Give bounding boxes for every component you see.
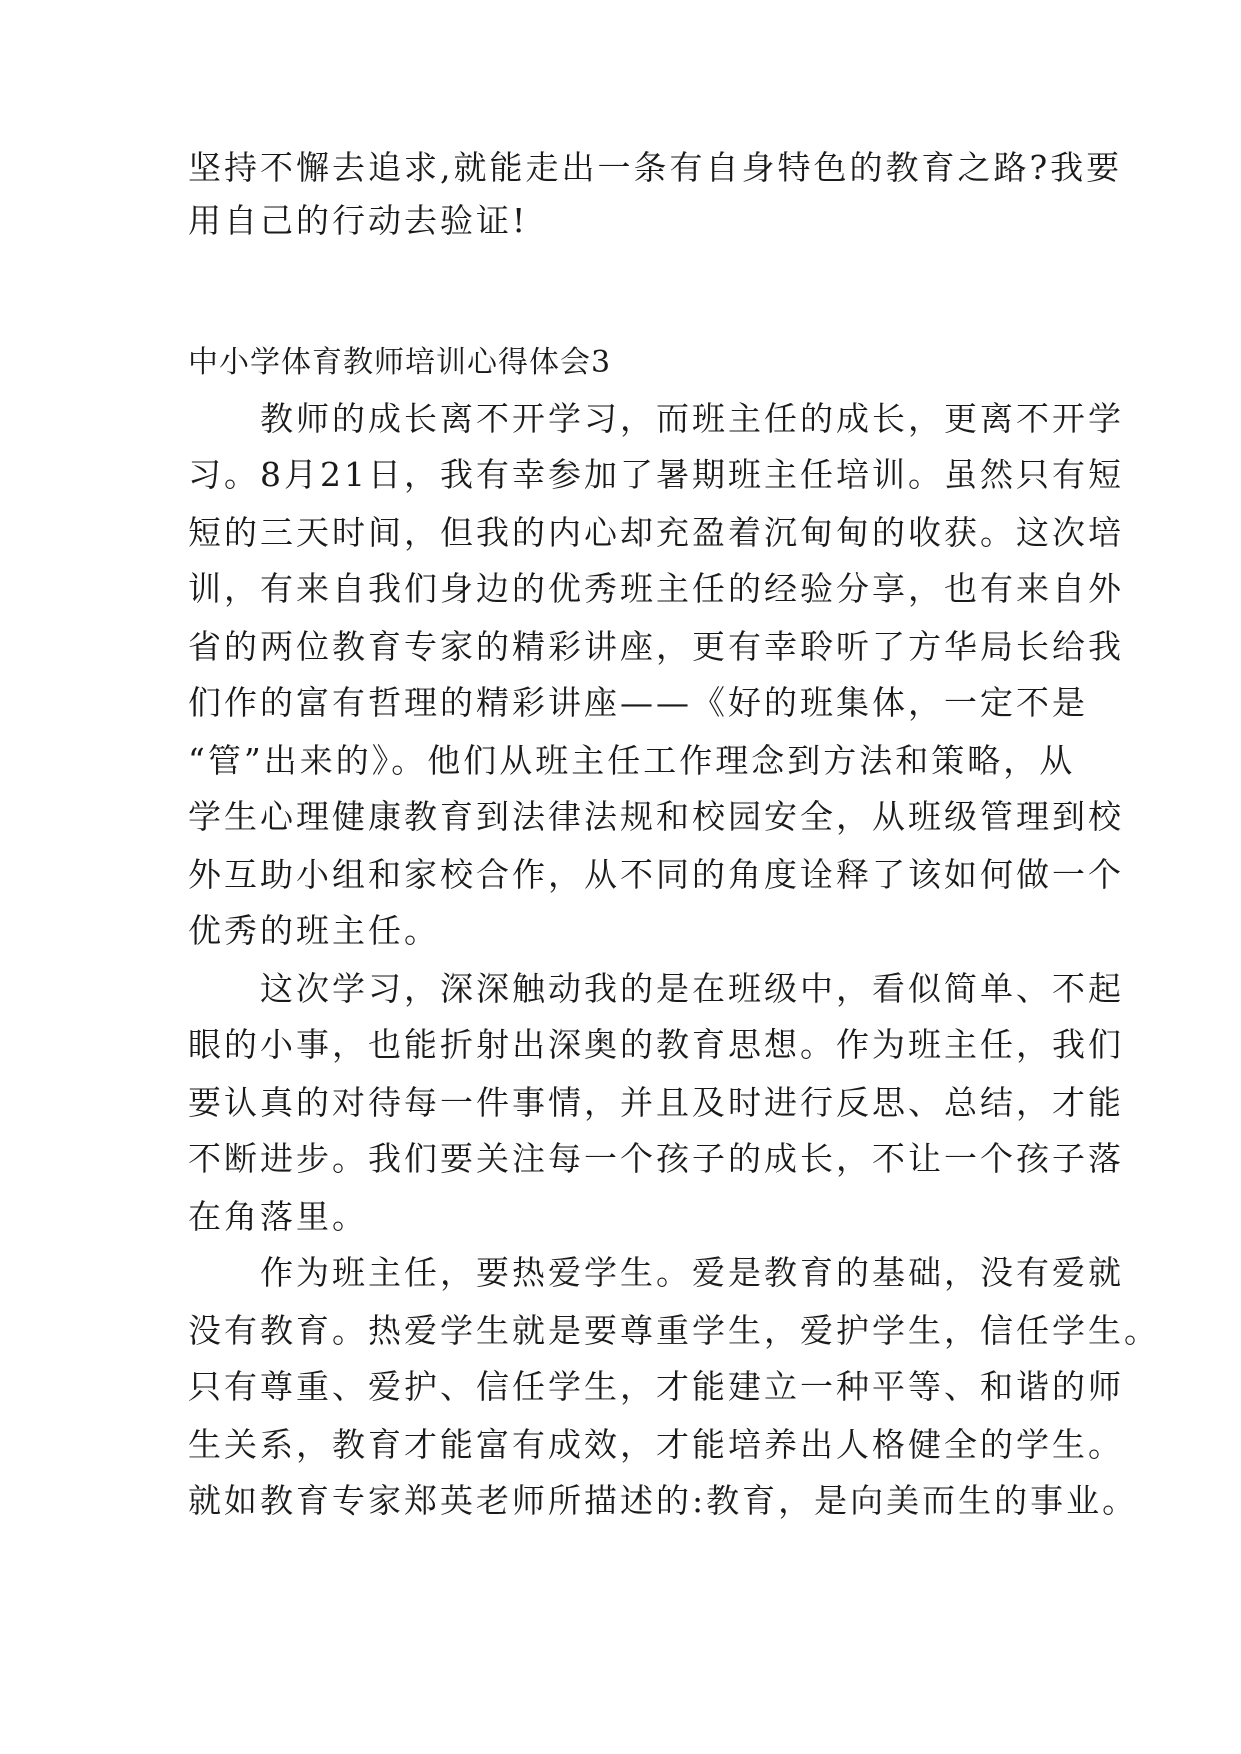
text-line: 作为班主任，要热爱学生。爱是教育的基础，没有爱就 [188,1253,1124,1292]
text-line: 就如教育专家郑英老师所描述的:教育，是向美而生的事业。 [188,1481,1139,1520]
text-line: 学生心理健康教育到法律法规和校园安全，从班级管理到校 [188,797,1124,836]
text-line: 只有尊重、爱护、信任学生，才能建立一种平等、和谐的师 [188,1367,1124,1406]
text-line: 坚持不懈去追求,就能走出一条有自身特色的教育之路?我要 [188,148,1123,187]
text-line: 要认真的对待每一件事情，并且及时进行反思、总结，才能 [188,1083,1124,1122]
section-heading: 中小学体育教师培训心得体会3 [188,345,612,380]
text-line: “管”出来的》。他们从班主任工作理念到方法和策略，从 [188,741,1076,780]
text-line: 用自己的行动去验证! [188,201,529,240]
text-line: 省的两位教育专家的精彩讲座，更有幸聆听了方华局长给我 [188,627,1124,666]
text-line: 优秀的班主任。 [188,911,440,950]
text-line: 训，有来自我们身边的优秀班主任的经验分享，也有来自外 [188,569,1124,608]
text-line: 这次学习，深深触动我的是在班级中，看似简单、不起 [188,969,1124,1008]
text-line: 在角落里。 [188,1197,368,1236]
text-line: 生关系，教育才能富有成效，才能培养出人格健全的学生。 [188,1425,1124,1464]
text-line: 没有教育。热爱学生就是要尊重学生，爱护学生，信任学生。 [188,1311,1160,1350]
text-line: 不断进步。我们要关注每一个孩子的成长，不让一个孩子落 [188,1139,1124,1178]
text-line: 习。8月21日，我有幸参加了暑期班主任培训。虽然只有短 [188,455,1124,494]
text-line: 们作的富有哲理的精彩讲座——《好的班集体，一定不是 [188,683,1088,722]
text-line: 短的三天时间，但我的内心却充盈着沉甸甸的收获。这次培 [188,513,1124,552]
text-line: 教师的成长离不开学习，而班主任的成长，更离不开学 [188,399,1124,438]
text-line: 眼的小事，也能折射出深奥的教育思想。作为班主任，我们 [188,1025,1124,1064]
text-line: 外互助小组和家校合作，从不同的角度诠释了该如何做一个 [188,855,1124,894]
